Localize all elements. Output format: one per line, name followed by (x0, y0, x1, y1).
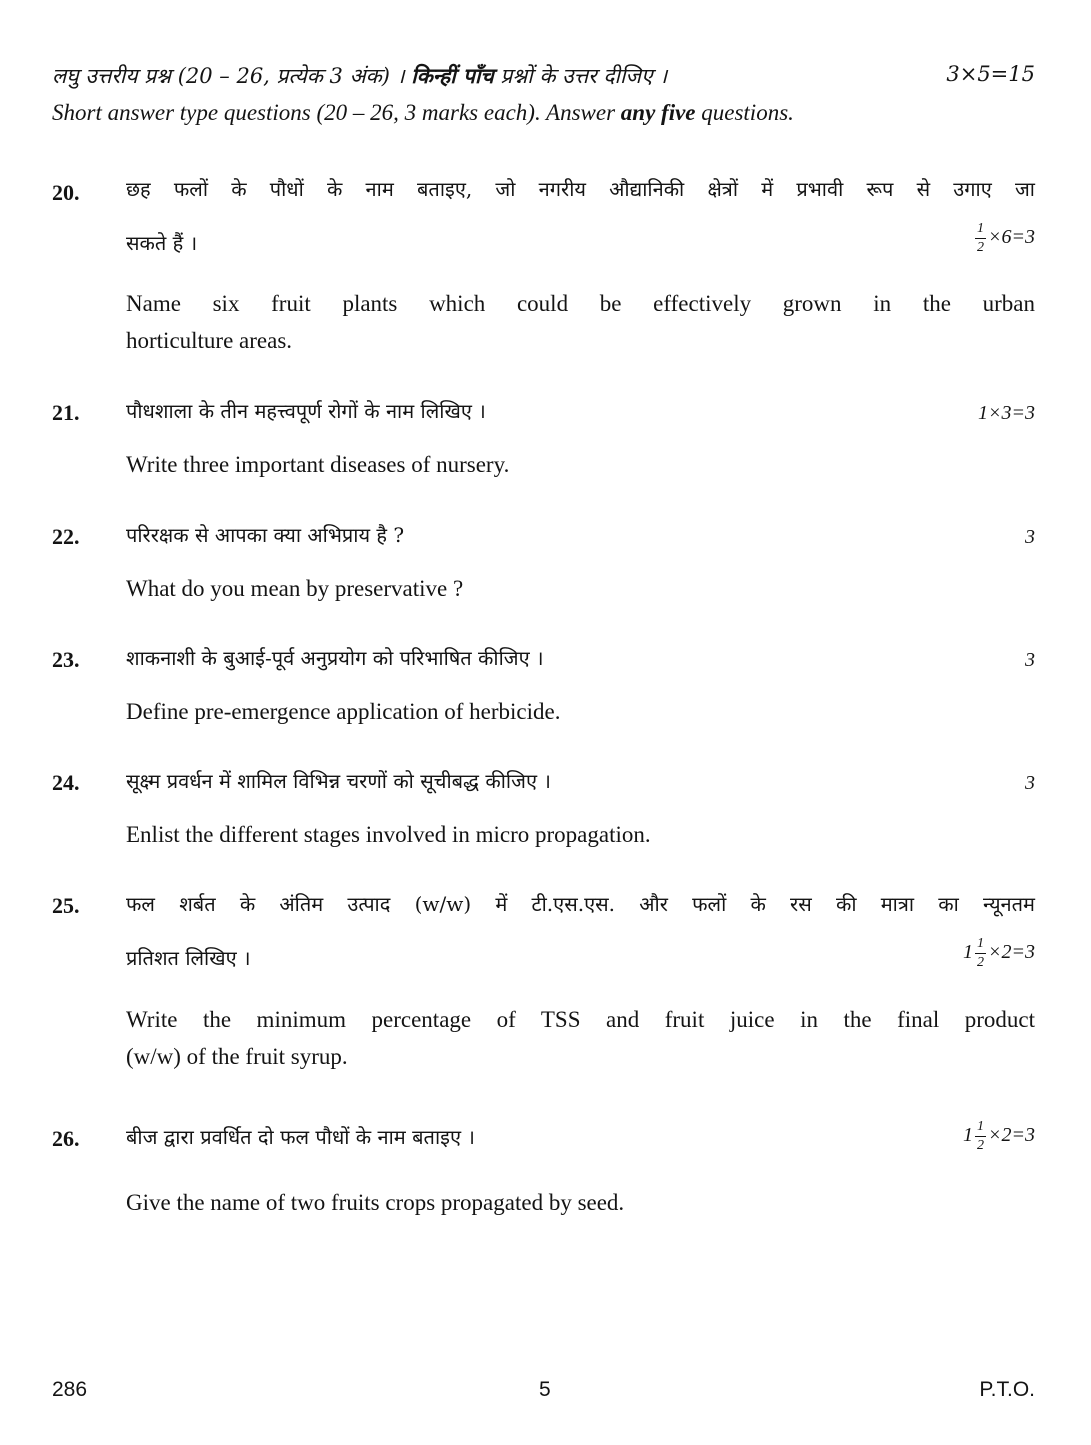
section-heading-english-text: Short answer type questions (20 – 26, 3 marks each). Answer (52, 100, 621, 125)
question-english: Write three important diseases of nursery. (126, 452, 510, 477)
question-marks (963, 1118, 1035, 1155)
question-hindi: पौधशाला के तीन महत्त्वपूर्ण रोगों के नाम लिखिए । (126, 399, 486, 423)
question-marks: 3 (1025, 526, 1035, 548)
question-english (126, 285, 1035, 359)
marks-fraction (975, 935, 986, 972)
question-number: 23. (52, 647, 80, 672)
question-english-line-2: (w/w) of the fruit syrup. (126, 1044, 348, 1069)
question-hindi: परिरक्षक से आपका क्या अभिप्राय है ? (126, 523, 405, 547)
question-english-line-1: Write the minimum percentage of TSS and fruit juice in the final product (126, 1007, 1035, 1032)
section-heading-hindi-text: लघु उत्तरीय प्रश्न (20 – 26, प्रत्येक 3 अंक) । (52, 64, 412, 88)
question-hindi-line-1: फल शर्बत के अंतिम उत्पाद (w/w) में टी.एस.एस. और फलों के रस की मात्रा का न्यूनतम (126, 892, 1035, 916)
marks-fraction (975, 220, 986, 257)
question-marks: 3 (1025, 772, 1035, 794)
question-marks (963, 935, 1035, 972)
question-number: 20. (52, 180, 80, 205)
marks-tail: ×6=3 (988, 226, 1035, 249)
question-hindi: शाकनाशी के बुआई-पूर्व अनुप्रयोग को परिभाषित कीजिए । (126, 646, 544, 670)
marks-tail: ×2=3 (988, 1124, 1035, 1147)
question-number: 22. (52, 524, 80, 549)
question-hindi (126, 877, 1035, 985)
pto-label: P.T.O. (979, 1378, 1035, 1401)
question-english: Enlist the different stages involved in micro propagation. (126, 822, 651, 847)
question-hindi: सूक्ष्म प्रवर्धन में शामिल विभिन्न चरणों को सूचीबद्ध कीजिए । (126, 769, 551, 793)
question-hindi: बीज द्वारा प्रवर्धित दो फल पौधों के नाम बताइए । (126, 1125, 475, 1149)
marks-fraction-denominator: 2 (977, 1138, 984, 1153)
question-english: Give the name of two fruits crops propagated by seed. (126, 1190, 625, 1215)
question-marks: 1×3=3 (978, 402, 1035, 424)
marks-fraction-numerator: 1 (975, 935, 986, 954)
marks-whole: 1 (963, 941, 973, 964)
marks-fraction-denominator: 2 (977, 955, 984, 970)
section-heading-hindi (52, 62, 1035, 90)
section-heading-english-bold: any five (620, 100, 696, 125)
question-hindi (126, 162, 1035, 270)
paper-code: 286 (52, 1378, 88, 1401)
question-english-line-2: horticulture areas. (126, 328, 293, 353)
question-english-line-1: Name six fruit plants which could be effectively grown in the urban (126, 291, 1035, 316)
marks-fraction-denominator: 2 (977, 240, 984, 255)
question-marks: 3 (1025, 649, 1035, 671)
section-heading-english-tail: questions. (695, 100, 794, 125)
question-marks (973, 220, 1035, 257)
question-hindi-line-2: प्रतिशत लिखिए । (126, 946, 251, 970)
question-hindi-line-2: सकते हैं । (126, 231, 198, 255)
page-number: 5 (539, 1378, 551, 1401)
question-number: 24. (52, 770, 80, 795)
section-heading-hindi-bold: किन्हीं पाँच (411, 63, 494, 88)
question-number: 25. (52, 893, 80, 918)
marks-fraction (975, 1118, 986, 1155)
marks-tail: ×2=3 (988, 941, 1035, 964)
question-number: 26. (52, 1126, 80, 1151)
question-english: Define pre-emergence application of herbicide. (126, 699, 561, 724)
question-english: What do you mean by preservative ? (126, 576, 464, 601)
marks-fraction-numerator: 1 (975, 1118, 986, 1137)
question-hindi-line-1: छह फलों के पौधों के नाम बताइए, जो नगरीय औद्यानिकी क्षेत्रों में प्रभावी रूप से उगाए जा (126, 177, 1035, 201)
marks-whole: 1 (963, 1124, 973, 1147)
question-english (126, 1001, 1035, 1075)
section-heading-english (52, 100, 1035, 126)
question-number: 21. (52, 400, 80, 425)
section-heading-hindi-tail: प्रश्नों के उत्तर दीजिए । (493, 64, 668, 88)
marks-fraction-numerator: 1 (975, 220, 986, 239)
section-marks: 3×5=15 (946, 62, 1035, 86)
